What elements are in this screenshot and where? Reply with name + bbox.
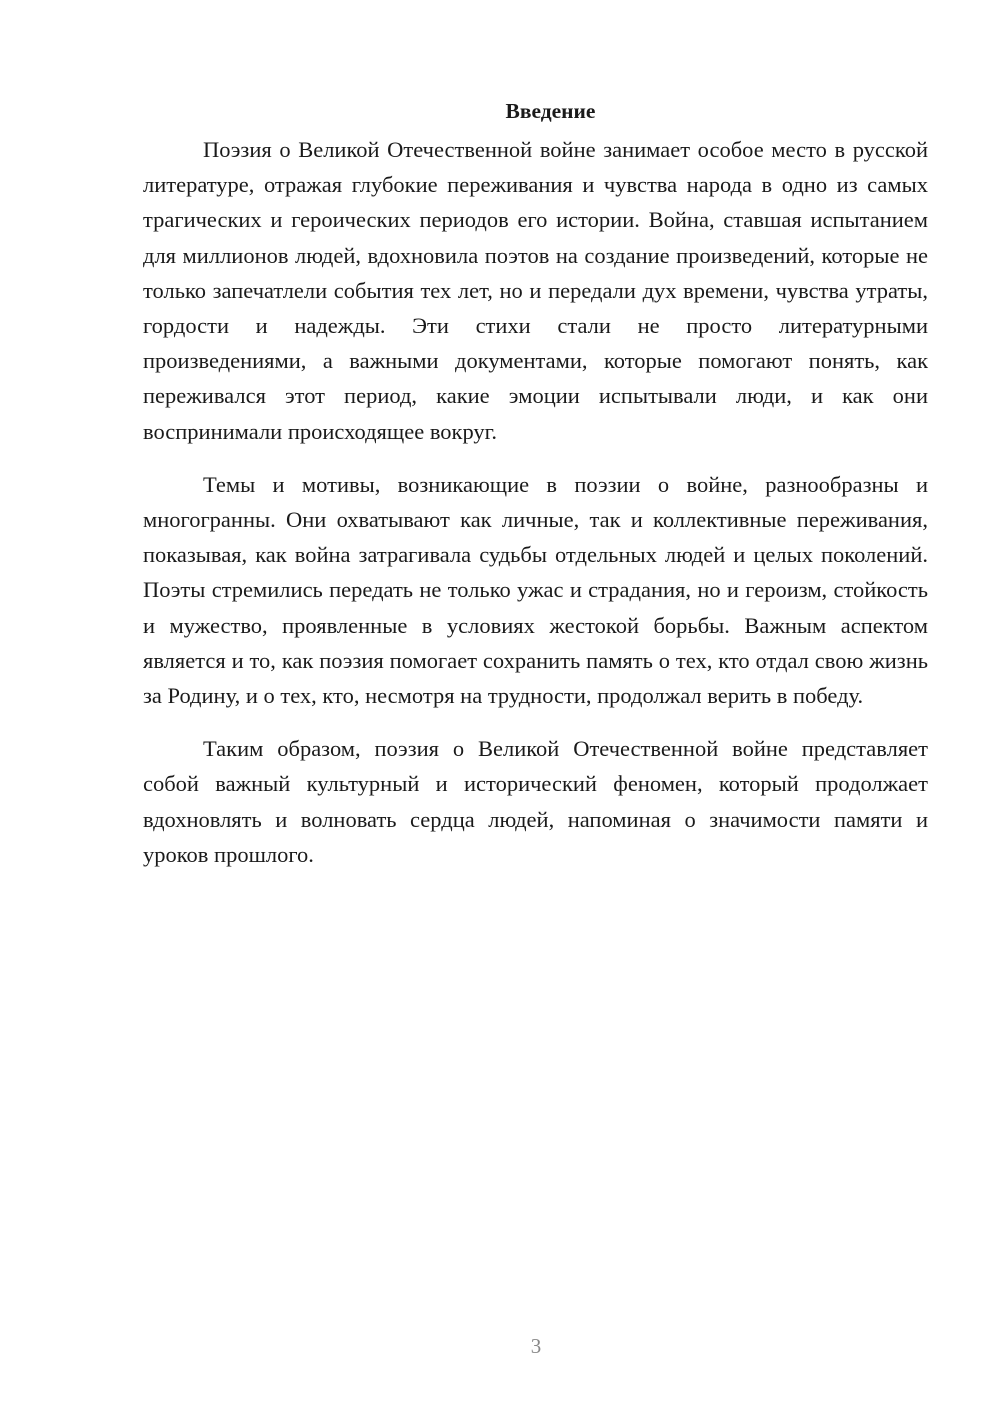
paragraph-themes: Темы и мотивы, возникающие в поэзии о войне, разнообразны и многогранны. Они охватывают как личные, так и коллективные переживания, показывая, как война затрагивала судьбы отдельных людей и целых поколений. Поэты стремились передать не только ужас и страдания, но и героизм, стойкость и мужество, проявленные в условиях жестокой борьбы. Важным аспектом является и то, как поэзия помогает сохранить память о тех, кто отдал свою жизнь за Родину, и о тех, кто, несмотря на трудности, продолжал верить в победу.: [143, 471, 928, 709]
paragraph-intro: Поэзия о Великой Отечественной войне занимает особое место в русской литературе, отражая глубокие переживания и чувства народа в одно из самых трагических и героических периодов его истории. Война, ставшая испытанием для миллионов людей, вдохновила поэтов на создание произведений, которые не только запечатлели события тех лет, но и передали дух времени, чувства утраты, гордости и надежды. Эти стихи стали не просто литературными произведениями, а важными документами, которые помогают понять, как переживался этот период, какие эмоции испытывали люди, и как они воспринимали происходящее вокруг.: [143, 137, 928, 444]
section-title: Введение: [505, 99, 596, 123]
paragraph-conclusion: Таким образом, поэзия о Великой Отечественной войне представляет собой важный культурный и исторический феномен, который продолжает вдохновлять и волновать сердца людей, напоминая о значимости памяти и уроков прошлого.: [143, 736, 928, 867]
page-content: [143, 96, 928, 872]
page-number: 3: [530, 1334, 542, 1358]
